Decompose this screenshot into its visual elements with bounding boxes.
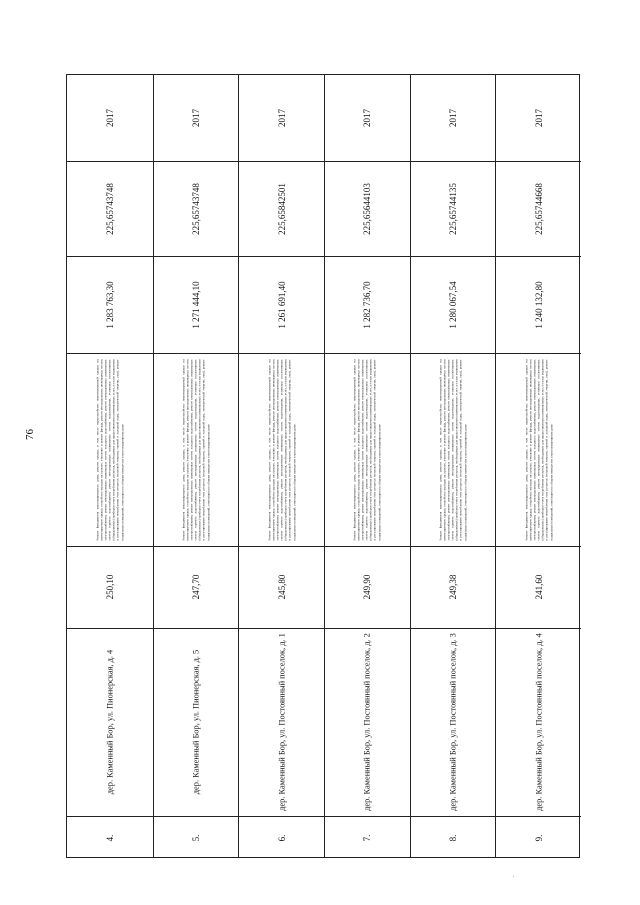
row-area: 249,90 xyxy=(362,574,373,600)
cell-year xyxy=(496,75,581,161)
cell-address xyxy=(496,628,581,816)
row-specific: 225,65644103 xyxy=(362,182,373,235)
cell-area xyxy=(496,546,581,628)
row-works: Ремонт фундамента многоквартирного дома, ремонт крыши, в том числе переустройство невентилируемой крыши на вентилируемую крышу, устройство выходов на кровлю, утепление и ремонт фасада, ремонт внутридомовых инженерных систем электроснабжения, ремонт внутридомовых инженерных систем холодного водоснабжения, ремонт внутридомовых инженерных систем горячего водоснабжения, ремонт внутридомовых инженерных систем водоотведения, установка коллективных (общедомовых) приборов учета потребления ресурсов, необходимых для предоставления коммунальных услуг, и узлов управления и регулирования потребления этих ресурсов (тепловой энергии, горячей и холодной воды, электрической энергии, газа), ремонт подвальных помещений, относящихся к общему имуществу в многоквартирном доме xyxy=(353,359,382,540)
row-works: Ремонт фундамента многоквартирного дома, ремонт крыши, в том числе переустройство невентилируемой крыши на вентилируемую крышу, устройство выходов на кровлю, утепление и ремонт фасада, ремонт внутридомовых инженерных систем электроснабжения, ремонт внутридомовых инженерных систем холодного водоснабжения, ремонт внутридомовых инженерных систем горячего водоснабжения, ремонт внутридомовых инженерных систем водоотведения, установка коллективных (общедомовых) приборов учета потребления ресурсов, необходимых для предоставления коммунальных услуг, и узлов управления и регулирования потребления этих ресурсов (тепловой энергии, горячей и холодной воды, электрической энергии, газа), ремонт подвальных помещений, относящихся к общему имуществу в многоквартирном доме xyxy=(438,359,468,540)
row-num: 6. xyxy=(276,834,287,841)
row-cost: 1 280 067,54 xyxy=(447,280,458,329)
row-num: 7. xyxy=(362,834,373,841)
table-row xyxy=(410,75,496,857)
cell-num xyxy=(154,816,239,859)
row-area: 249,38 xyxy=(447,574,458,600)
row-address: дер. Каменный Бор, ул. Постоянный поселок, д. 4 xyxy=(534,633,544,811)
cell-year xyxy=(154,75,239,161)
cell-area xyxy=(154,546,239,628)
cell-num xyxy=(325,816,410,859)
table-row xyxy=(153,75,239,857)
cell-num xyxy=(67,816,153,859)
cell-year xyxy=(67,75,153,161)
row-specific: 225,65744668 xyxy=(533,182,544,235)
row-year: 2017 xyxy=(104,109,115,127)
row-address: дер. Каменный Бор, ул. Постоянный поселок, д. 1 xyxy=(277,633,287,811)
row-num: 8. xyxy=(447,834,458,841)
cell-num xyxy=(496,816,581,859)
row-works: Ремонт фундамента многоквартирного дома, ремонт крыши, в том числе переустройство невентилируемой крыши на вентилируемую крышу, устройство выходов на кровлю, утепление и ремонт фасада, ремонт внутридомовых инженерных систем электроснабжения, ремонт внутридомовых инженерных систем холодного водоснабжения, ремонт внутридомовых инженерных систем горячего водоснабжения, ремонт внутридомовых инженерных систем водоотведения, установка коллективных (общедомовых) приборов учета потребления ресурсов, необходимых для предоставления коммунальных услуг, и узлов управления и регулирования потребления этих ресурсов (тепловой энергии, горячей и холодной воды, электрической энергии, газа), ремонт подвальных помещений, относящихся к общему имуществу в многоквартирном доме xyxy=(524,359,553,540)
cell-works xyxy=(67,353,153,546)
table-row xyxy=(324,75,410,857)
row-specific: 225,65842501 xyxy=(276,182,287,235)
row-area: 247,70 xyxy=(190,574,201,600)
cell-address xyxy=(411,628,496,816)
row-works: Ремонт фундамента многоквартирного дома, ремонт крыши, в том числе переустройство невентилируемой крыши на вентилируемую крышу, устройство выходов на кровлю, утепление и ремонт фасада, ремонт внутридомовых инженерных систем электроснабжения, ремонт внутридомовых инженерных систем холодного водоснабжения, ремонт внутридомовых инженерных систем горячего водоснабжения, ремонт внутридомовых инженерных систем водоотведения, установка коллективных (общедомовых) приборов учета потребления ресурсов, необходимых для предоставления коммунальных услуг, и узлов управления и регулирования потребления этих ресурсов (тепловой энергии, горячей и холодной воды, электрической энергии, газа), ремонт подвальных помещений, относящихся к общему имуществу в многоквартирном доме xyxy=(95,359,125,540)
cell-cost xyxy=(239,256,324,353)
cell-works xyxy=(411,353,496,546)
row-year: 2017 xyxy=(447,109,458,127)
cell-area xyxy=(239,546,324,628)
row-specific: 225,65744135 xyxy=(447,182,458,235)
row-works: Ремонт фундамента многоквартирного дома, ремонт крыши, в том числе переустройство невентилируемой крыши на вентилируемую крышу, устройство выходов на кровлю, утепление и ремонт фасада, ремонт внутридомовых инженерных систем электроснабжения, ремонт внутридомовых инженерных систем холодного водоснабжения, ремонт внутридомовых инженерных систем горячего водоснабжения, ремонт внутридомовых инженерных систем водоотведения, установка коллективных (общедомовых) приборов учета потребления ресурсов, необходимых для предоставления коммунальных услуг, и узлов управления и регулирования потребления этих ресурсов (тепловой энергии, горячей и холодной воды, электрической энергии, газа), ремонт подвальных помещений, относящихся к общему имуществу в многоквартирном доме xyxy=(181,359,211,540)
row-num: 9. xyxy=(533,834,544,841)
cell-area xyxy=(325,546,410,628)
cell-specific xyxy=(239,161,324,256)
row-area: 250,10 xyxy=(104,574,115,600)
stray-mark: . xyxy=(513,873,515,879)
row-area: 245,80 xyxy=(276,574,287,600)
cell-num xyxy=(411,816,496,859)
row-cost: 1 240 132,80 xyxy=(533,280,544,329)
cell-area xyxy=(67,546,153,628)
cell-year xyxy=(239,75,324,161)
row-address: дер. Каменный Бор, ул. Пионерская, д. 5 xyxy=(191,649,201,795)
row-address: дер. Каменный Бор, ул. Пионерская, д. 4 xyxy=(105,649,115,795)
row-num: 4. xyxy=(104,834,115,841)
cell-specific xyxy=(411,161,496,256)
repair-table xyxy=(66,74,580,858)
cell-works xyxy=(496,353,581,546)
cell-cost xyxy=(154,256,239,353)
row-specific: 225,65743748 xyxy=(190,182,201,235)
cell-num xyxy=(239,816,324,859)
cell-cost xyxy=(67,256,153,353)
row-area: 241,60 xyxy=(533,574,544,600)
cell-cost xyxy=(411,256,496,353)
row-year: 2017 xyxy=(362,109,373,127)
cell-specific xyxy=(67,161,153,256)
cell-year xyxy=(325,75,410,161)
cell-works xyxy=(154,353,239,546)
table-row xyxy=(495,75,581,857)
cell-cost xyxy=(496,256,581,353)
cell-cost xyxy=(325,256,410,353)
cell-address xyxy=(67,628,153,816)
row-cost: 1 261 691,40 xyxy=(276,280,287,329)
cell-address xyxy=(154,628,239,816)
row-works: Ремонт фундамента многоквартирного дома, ремонт крыши, в том числе переустройство невентилируемой крыши на вентилируемую крышу, устройство выходов на кровлю, утепление и ремонт фасада, ремонт внутридомовых инженерных систем электроснабжения, ремонт внутридомовых инженерных систем холодного водоснабжения, ремонт внутридомовых инженерных систем горячего водоснабжения, ремонт внутридомовых инженерных систем водоотведения, установка коллективных (общедомовых) приборов учета потребления ресурсов, необходимых для предоставления коммунальных услуг, и узлов управления и регулирования потребления этих ресурсов (тепловой энергии, горячей и холодной воды, электрической энергии, газа), ремонт подвальных помещений, относящихся к общему имуществу в многоквартирном доме xyxy=(267,359,296,540)
table-row xyxy=(238,75,324,857)
cell-specific xyxy=(154,161,239,256)
cell-address xyxy=(325,628,410,816)
cell-address xyxy=(239,628,324,816)
row-address: дер. Каменный Бор, ул. Постоянный поселок, д. 2 xyxy=(362,633,372,811)
cell-area xyxy=(411,546,496,628)
cell-specific xyxy=(496,161,581,256)
row-year: 2017 xyxy=(533,109,544,127)
row-address: дер. Каменный Бор, ул. Постоянный поселок, д. 3 xyxy=(448,633,458,811)
row-num: 5. xyxy=(190,834,201,841)
cell-works xyxy=(239,353,324,546)
cell-works xyxy=(325,353,410,546)
cell-year xyxy=(411,75,496,161)
row-cost: 1 282 736,70 xyxy=(362,280,373,329)
row-year: 2017 xyxy=(190,109,201,127)
table-row xyxy=(67,75,153,857)
row-specific: 225,65743748 xyxy=(104,182,115,235)
row-year: 2017 xyxy=(276,109,287,127)
row-cost: 1 271 444,10 xyxy=(190,280,201,329)
page-number: 76 xyxy=(24,429,36,440)
cell-specific xyxy=(325,161,410,256)
row-cost: 1 283 763,30 xyxy=(104,280,115,329)
